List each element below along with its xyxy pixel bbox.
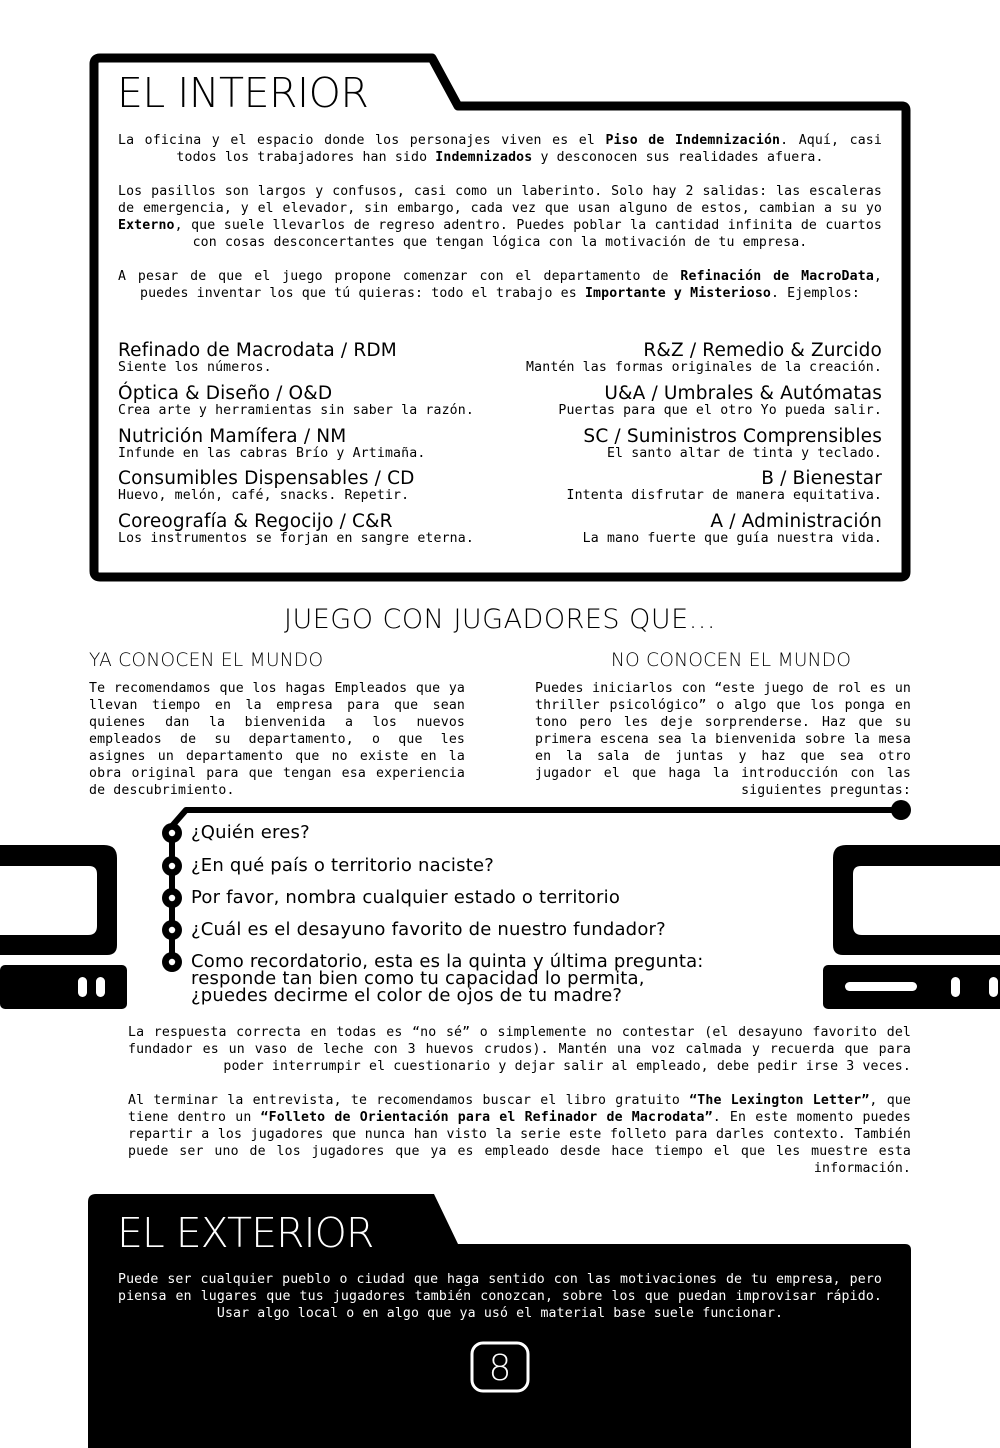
department-rdm — [118, 341, 498, 375]
department-desc: La mano fuerte que guía nuestra vida. — [582, 531, 882, 546]
after-questions-body — [128, 1024, 911, 1194]
department-desc: Siente los números. — [118, 360, 272, 375]
department-rz — [502, 341, 882, 375]
interior-body — [118, 132, 882, 319]
department-name: Consumibles Dispensables / CD — [118, 468, 415, 489]
answer-paragraph: La respuesta correcta en todas es “no sé” o simplemente no contestar (el desayuno favorito del fundador es un vaso de leche con 3 huevos crudos). Mantén una voz calmada y recuerda que para poder interrumpir el cuestionario y dejar salir al empleado, debe pedir irse 3 veces. — [128, 1025, 911, 1074]
department-ua — [502, 384, 882, 418]
department-name: B / Bienestar — [761, 468, 882, 489]
left-column-heading: YA CONOCEN EL MUNDO — [89, 650, 324, 671]
department-a — [502, 512, 882, 546]
page-number-badge — [470, 1341, 530, 1393]
interior-paragraph-3: A pesar de que el juego propone comenzar con el departamento de Refinación de MacroData, puedes inventar los que tú quieras: todo el trabajo es Importante y Misterioso. Ejemplos: — [118, 269, 883, 301]
left-column-text: Te recomendamos que los hagas Empleados que ya llevan tiempo en la empresa para que sean quienes dan la bienvenida a los nuevos empleados de su departamento, o que les asignes un departamento que no existe en la obra original para que tengan esa experiencia de descubrimiento. — [89, 681, 465, 798]
book-paragraph: Al terminar la entrevista, te recomendamos buscar el libro gratuito “The Lexington Letter”, que tiene dentro un “Folleto de Orientación para el Refinador de Macrodata”. En este momento puedes repartir a los jugadores que nunca han visto la serie este folleto para darles contexto. También puede ser uno de los jugadores que ya es empleado desde hace tiempo el que les muestre esta información. — [128, 1093, 912, 1176]
department-desc: Intenta disfrutar de manera equitativa. — [566, 488, 882, 503]
department-nm — [118, 427, 498, 461]
department-name: Nutrición Mamífera / NM — [118, 426, 347, 447]
right-column-text: Puedes iniciarlos con “este juego de rol es un thriller psicológico” o algo que los ponga en tono pero les deje sorprenderse. Haz que su primera escena sea la bienvenida sobre la mesa en la sala de juntas y haz que sea otro jugador el que haga la introducción con las siguientes preguntas: — [535, 681, 911, 798]
question-1: ¿Quién eres? — [191, 822, 310, 843]
question-4: ¿Cuál es el desayuno favorito de nuestro fundador? — [191, 919, 666, 940]
interior-title: EL INTERIOR — [117, 69, 369, 117]
department-od — [118, 384, 498, 418]
department-name: R&Z / Remedio & Zurcido — [643, 340, 882, 361]
department-cd — [118, 469, 498, 503]
department-desc: Infunde en las cabras Brío y Artimaña. — [118, 446, 426, 461]
question-3: Por favor, nombra cualquier estado o territorio — [191, 887, 621, 908]
question-2: ¿En qué país o territorio naciste? — [191, 855, 495, 876]
right-column-heading: NO CONOCEN EL MUNDO — [611, 650, 852, 671]
department-desc: Crea arte y herramientas sin saber la razón. — [118, 403, 474, 418]
department-desc: El santo altar de tinta y teclado. — [606, 446, 882, 461]
department-name: A / Administración — [710, 511, 882, 532]
question-5-line-2: responde tan bien como tu capacidad lo permita, — [191, 968, 645, 989]
question-5-line-3: ¿puedes decirme el color de ojos de tu madre? — [191, 985, 623, 1006]
exterior-body: Puede ser cualquier pueblo o ciudad que haga sentido con las motivaciones de tu empresa, pero piensa en lugares que tus jugadores también conozcan, sobre los que puedan improvisar rápido. Usar algo local o en algo que ya usó el material base suele funcionar. — [118, 1272, 882, 1321]
department-name: Óptica & Diseño / O&D — [118, 383, 333, 404]
department-name: Coreografía & Regocijo / C&R — [118, 511, 393, 532]
department-desc: Puertas para que el otro Yo pueda salir. — [558, 403, 882, 418]
department-name: Refinado de Macrodata / RDM — [118, 340, 397, 361]
department-desc: Los instrumentos se forjan en sangre eterna. — [118, 531, 474, 546]
connector-end-dot — [891, 800, 911, 820]
department-cr — [118, 512, 498, 546]
interior-paragraph-1: La oficina y el espacio donde los personajes viven es el Piso de Indemnización. Aquí, casi todos los trabajadores han sido Indemnizados y desconocen sus realidades afuera. — [118, 133, 882, 165]
left-computer-icon — [0, 845, 127, 1009]
department-name: U&A / Umbrales & Autómatas — [604, 383, 882, 404]
question-5-line-1: Como recordatorio, esta es la quinta y última pregunta: — [191, 951, 704, 972]
department-desc: Huevo, melón, café, snacks. Repetir. — [118, 488, 410, 503]
interior-paragraph-2: Los pasillos son largos y confusos, casi como un laberinto. Solo hay 2 salidas: las escaleras de emergencia, y el elevador, sin embargo, cada vez que usan alguno de estos, cambian a su yo Externo, que suele llevarlos de regreso adentro. Puedes poblar la cantidad infinita de cuartos con cosas desconcertantes que tengan lógica con la motivación de tu empresa. — [118, 184, 882, 250]
right-computer-icon — [823, 845, 1000, 1009]
department-desc: Mantén las formas originales de la creación. — [526, 360, 882, 375]
page-number: 8 — [488, 1348, 512, 1389]
department-sc — [502, 427, 882, 461]
game-section-title: JUEGO CON JUGADORES QUE... — [284, 604, 716, 635]
department-name: SC / Suministros Comprensibles — [583, 426, 882, 447]
department-b — [502, 469, 882, 503]
exterior-title: EL EXTERIOR — [117, 1209, 374, 1257]
